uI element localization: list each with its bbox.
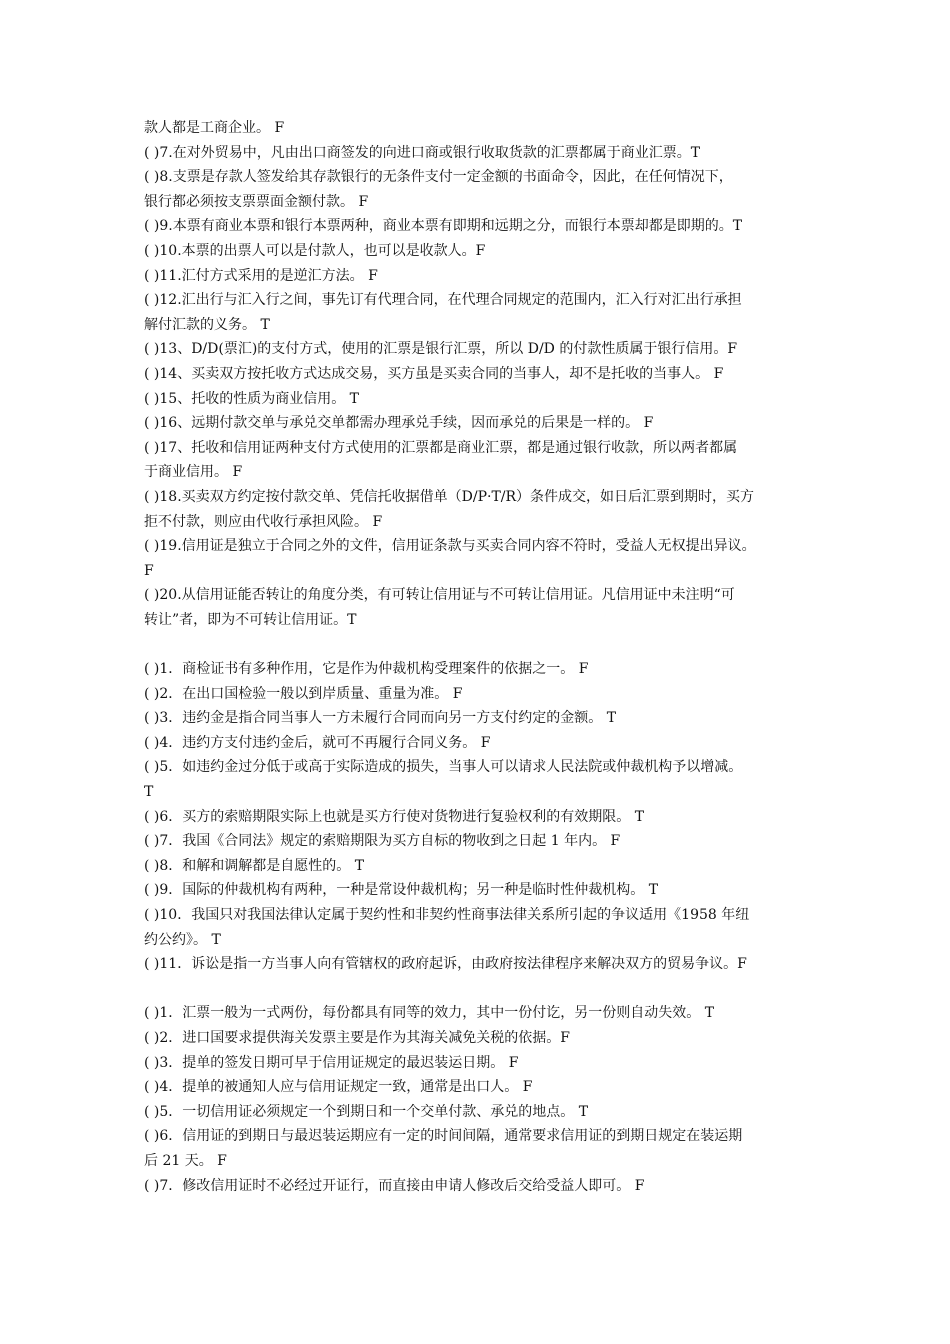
text-line: ( )3．违约金是指合同当事人一方未履行合同而向另一方支付约定的金额。 T (144, 710, 617, 727)
text-line: ( )5．一切信用证必须规定一个到期日和一个交单付款、承兑的地点。 T (144, 1103, 589, 1120)
text-line: ( )20.从信用证能否转让的角度分类，有可转让信用证与不可转让信用证。凡信用证中未注明“可 (144, 587, 735, 604)
text-line: ( )4．违约方支付违约金后，就可不再履行合同义务。 F (144, 734, 491, 751)
text-line: 约公约》。 T (144, 931, 221, 948)
text-line: ( )13、D/D(票汇)的支付方式，使用的汇票是银行汇票，所以 D/D 的付款性质属于银行信用。F (144, 341, 738, 358)
text-line: ( )17、托收和信用证两种支付方式使用的汇票都是商业汇票，都是通过银行收款，所以两者都属 (144, 439, 738, 456)
text-line: ( )15、托收的性质为商业信用。 T (144, 390, 359, 407)
text-line: ( )10．我国只对我国法律认定属于契约性和非契约性商事法律关系所引起的争议适用《1958 年纽 (144, 907, 750, 923)
document-body (144, 116, 852, 1198)
text-line: ( )7.在对外贸易中，凡由出口商签发的向进口商或银行收取货款的汇票都属于商业汇票。T (144, 144, 701, 161)
section-gap (144, 977, 852, 1002)
text-line: ( )6．买方的索赔期限实际上也就是买方行使对货物进行复验权利的有效期限。 T (144, 808, 645, 825)
section-gap (144, 632, 852, 657)
text-line: ( )5．如违约金过分低于或高于实际造成的损失，当事人可以请求人民法院或仲裁机构予以增减。 (144, 759, 743, 776)
text-line: 转让”者，即为不可转让信用证。T (144, 611, 357, 628)
text-line: ( )11.汇付方式采用的是逆汇方法。 F (144, 267, 378, 284)
text-line: ( )3．提单的签发日期可早于信用证规定的最迟装运日期。 F (144, 1054, 519, 1071)
text-line: ( )11．诉讼是指一方当事人向有管辖权的政府起诉，由政府按法律程序来解决双方的贸易争议。F (144, 956, 747, 973)
text-line: 后 21 天。 F (144, 1152, 227, 1169)
text-line: ( )7．我国《合同法》规定的索赔期限为买方自标的物收到之日起 1 年内。 F (144, 833, 621, 850)
text-line: ( )7．修改信用证时不必经过开证行，而直接由申请人修改后交给受益人即可。 F (144, 1177, 645, 1194)
text-line: 解付汇款的义务。 T (144, 316, 270, 333)
text-line: ( )16、远期付款交单与承兑交单都需办理承兑手续，因而承兑的后果是一样的。 F (144, 415, 654, 432)
text-line: ( )6．信用证的到期日与最迟装运期应有一定的时间间隔，通常要求信用证的到期日规定在装运期 (144, 1128, 743, 1145)
text-line: ( )10.本票的出票人可以是付款人，也可以是收款人。F (144, 242, 486, 259)
text-line: ( )18.买卖双方约定按付款交单、凭信托收据借单（D/P·T/R）条件成交，如日后汇票到期时，买方 (144, 488, 755, 505)
text-line: ( )2．进口国要求提供海关发票主要是作为其海关减免关税的依据。F (144, 1029, 570, 1046)
text-line: ( )19.信用证是独立于合同之外的文件，信用证条款与买卖合同内容不符时，受益人无权提出异议。 (144, 538, 756, 555)
text-line: ( )8.支票是存款人签发给其存款银行的无条件支付一定金额的书面命令，因此，在任何情况下， (144, 169, 733, 186)
text-line: ( )8．和解和调解都是自愿性的。 T (144, 857, 365, 874)
text-line: ( )1．商检证书有多种作用，它是作为仲裁机构受理案件的依据之一。 F (144, 661, 589, 678)
text-line: ( )4．提单的被通知人应与信用证规定一致，通常是出口人。 F (144, 1079, 533, 1096)
text-line: ( )9.本票有商业本票和银行本票两种，商业本票有即期和远期之分，而银行本票却都是即期的。T (144, 218, 743, 235)
text-line: ( )14、买卖双方按托收方式达成交易，买方虽是买卖合同的当事人，却不是托收的当事人。 F (144, 365, 724, 382)
text-line: 于商业信用。 F (144, 464, 243, 481)
text-line: 款人都是工商企业。 F (144, 120, 285, 136)
text-line: F (144, 562, 154, 579)
text-line: 银行都必须按支票票面金额付款。 F (144, 193, 369, 210)
text-line: ( )9．国际的仲裁机构有两种，一种是常设仲裁机构；另一种是临时性仲裁机构。 T (144, 882, 659, 899)
text-line: ( )12.汇出行与汇入行之间，事先订有代理合同，在代理合同规定的范围内，汇入行对汇出行承担 (144, 292, 742, 309)
text-line: ( )2．在出口国检验一般以到岸质量、重量为准。 F (144, 685, 463, 702)
text-line: 拒不付款，则应由代收行承担风险。 F (144, 513, 383, 530)
text-line: T (144, 784, 154, 801)
text-line: ( )1．汇票一般为一式两份，每份都具有同等的效力，其中一份付讫，另一份则自动失效。 T (144, 1005, 715, 1022)
